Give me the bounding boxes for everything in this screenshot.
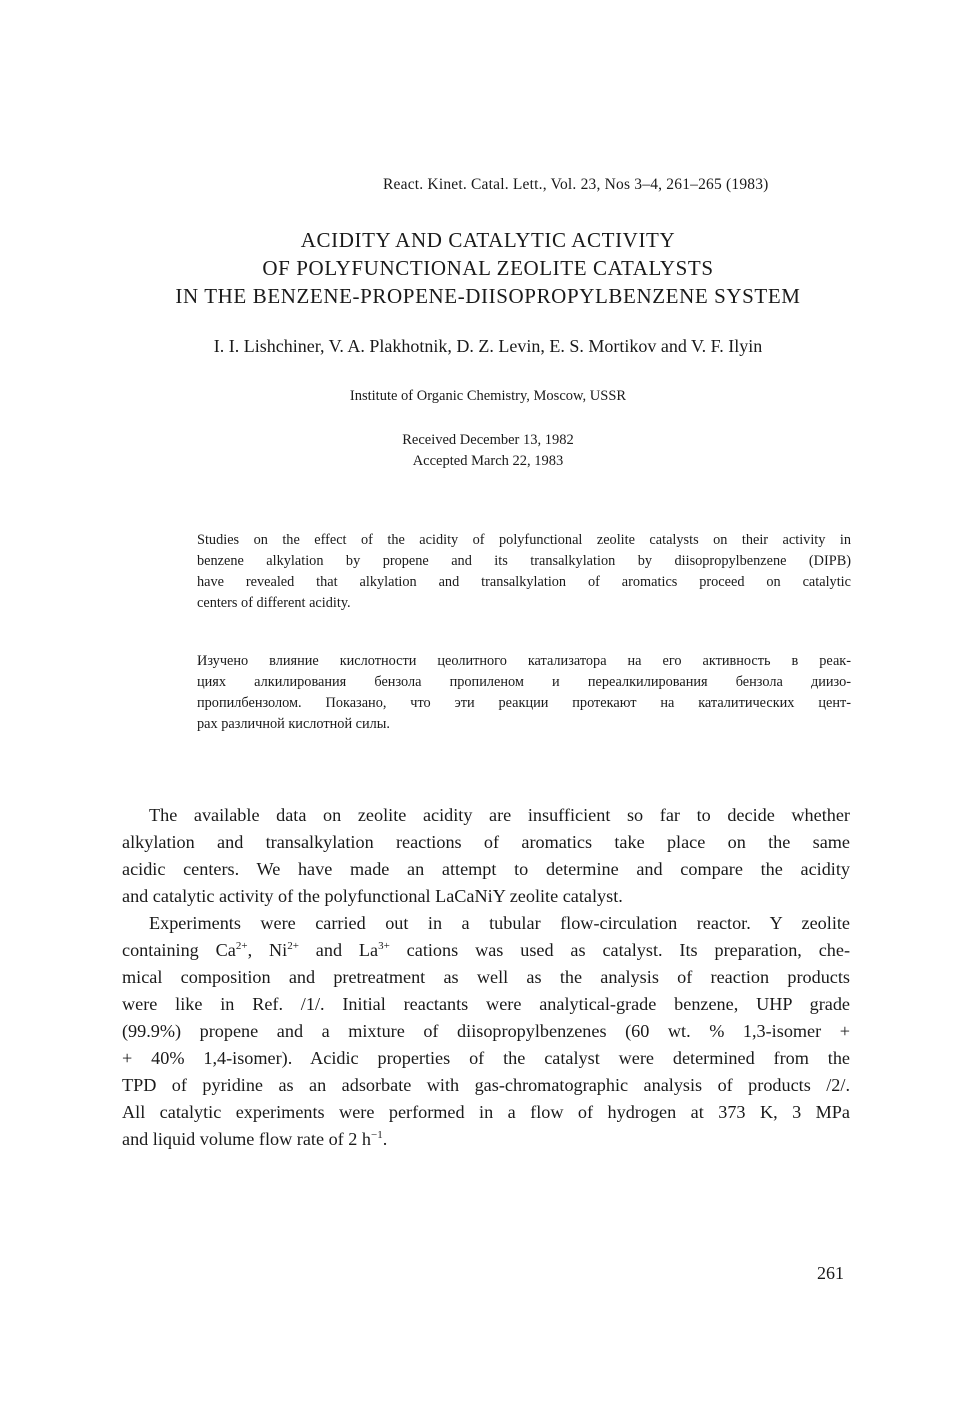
abstract-ru-line: рах различной кислотной силы. (197, 716, 390, 732)
abstract-ru-line: циях алкилирования бензола пропиленом и переалкилирования бензола диизо- (197, 674, 851, 690)
body-line: were like in Ref. /1/. Initial reactants were analytical-grade benzene, UHP grade (122, 994, 850, 1014)
body-line: + 40% 1,4-isomer). Acidic properties of the catalyst were determined from the (122, 1048, 850, 1068)
text-segment: containing Ca (122, 940, 236, 960)
body-line: and catalytic activity of the polyfunctional LaCaNiY zeolite catalyst. (122, 886, 623, 906)
title-line-1: ACIDITY AND CATALYTIC ACTIVITY (300, 228, 676, 252)
paragraph-1 (122, 802, 850, 910)
abstract-en-line: have revealed that alkylation and transalkylation of aromatics proceed on catalytic (197, 574, 851, 590)
abstract-en-line: centers of different acidity. (197, 595, 351, 611)
abstract-russian (197, 651, 851, 735)
received-date: Received December 13, 1982 (402, 432, 574, 448)
superscript: 3+ (378, 940, 390, 952)
abstract-ru-line: Изучено влияние кислотности цеолитного катализатора на его активность в реак- (197, 653, 851, 669)
page-number: 261 (817, 1263, 844, 1283)
body-line: alkylation and transalkylation reactions of aromatics take place on the same (122, 832, 850, 852)
abstract-en-line: benzene alkylation by propene and its transalkylation by diisopropylbenzene (DIPB) (197, 553, 851, 569)
body-line: acidic centers. We have made an attempt to determine and compare the acidity (122, 859, 850, 879)
text-segment: and La (298, 940, 379, 960)
submission-dates (0, 430, 976, 472)
abstract-english (197, 530, 851, 614)
body-text (122, 802, 850, 1153)
text-segment: cations was used as catalyst. Its preparation, che- (389, 940, 850, 960)
body-line: mical composition and pretreatment as well as the analysis of reaction products (122, 967, 850, 987)
author-list: I. I. Lishchiner, V. A. Plakhotnik, D. Z. Levin, E. S. Mortikov and V. F. Ilyin (213, 336, 763, 356)
paragraph-2 (122, 910, 850, 1153)
body-line: (99.9%) propene and a mixture of diisopropylbenzenes (60 wt. % 1,3-isomer + (122, 1021, 850, 1041)
text-segment: and liquid volume flow rate of 2 h (122, 1129, 372, 1149)
superscript: 2+ (287, 940, 299, 952)
title-line-3: IN THE BENZENE-PROPENE-DIISOPROPYLBENZENE SYSTEM (175, 284, 801, 308)
abstract-en-line: Studies on the effect of the acidity of polyfunctional zeolite catalysts on their activity in (197, 532, 851, 548)
text-segment: . (382, 1129, 388, 1149)
body-line: Experiments were carried out in a tubular flow-circulation reactor. Y zeolite (149, 913, 850, 933)
superscript: −1 (371, 1129, 383, 1141)
accepted-date: Accepted March 22, 1983 (412, 453, 564, 469)
body-line: TPD of pyridine as an adsorbate with gas-chromatographic analysis of products /2/. (122, 1075, 850, 1095)
text-segment: , Ni (247, 940, 288, 960)
abstract-ru-line: пропилбензолом. Показано, что эти реакции протекают на каталитических цент- (197, 695, 851, 711)
title-line-2: OF POLYFUNCTIONAL ZEOLITE CATALYSTS (262, 256, 714, 280)
journal-reference: React. Kinet. Catal. Lett., Vol. 23, Nos 3–4, 261–265 (1983) (383, 176, 769, 193)
body-line: All catalytic experiments were performed in a flow of hydrogen at 373 K, 3 MPa (122, 1102, 850, 1122)
body-line (122, 937, 850, 964)
paper-title (0, 226, 976, 310)
affiliation: Institute of Organic Chemistry, Moscow, USSR (349, 388, 627, 404)
body-line (122, 1126, 850, 1153)
superscript: 2+ (235, 940, 248, 952)
body-line: The available data on zeolite acidity are insufficient so far to decide whether (149, 805, 850, 825)
